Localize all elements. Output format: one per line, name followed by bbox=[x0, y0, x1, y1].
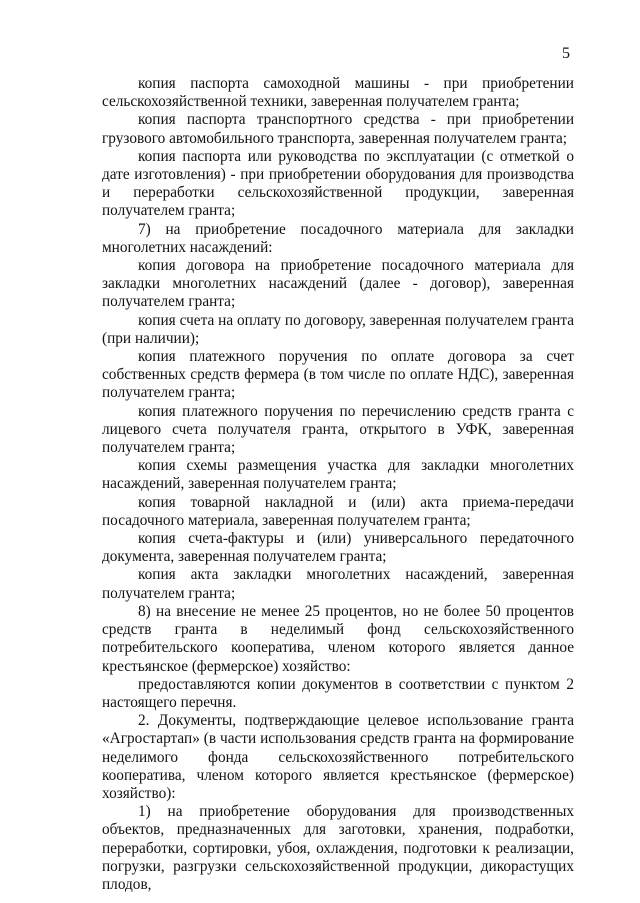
paragraph: копия паспорта или руководства по эксплуатации (с отметкой о дате изготовления) - при приобретении оборудования для производства и переработки сельскохозяйственной продукции, заверенная получателем гранта; bbox=[102, 147, 574, 220]
paragraph: копия схемы размещения участка для закладки многолетних насаждений, заверенная получателем гранта; bbox=[102, 457, 574, 493]
paragraph: копия акта закладки многолетних насаждений, заверенная получателем гранта; bbox=[102, 566, 574, 602]
paragraph: 8) на внесение не менее 25 процентов, но не более 50 процентов средств гранта в неделимый фонд сельскохозяйственного потребительского кооператива, членом которого является данное крестьянское (фермерское) хозяйство: bbox=[102, 602, 574, 675]
paragraph: 1) на приобретение оборудования для производственных объектов, предназначенных для заготовки, хранения, подработки, переработки, сортировки, убоя, охлаждения, подготовки к реализации, погрузки, разгрузки сельскохозяйственной продукции, дикорастущих плодов, bbox=[102, 803, 574, 893]
paragraph: копия паспорта самоходной машины - при приобретении сельскохозяйственной техники, заверенная получателем гранта; bbox=[102, 75, 574, 111]
paragraph: копия счета на оплату по договору, заверенная получателем гранта (при наличии); bbox=[102, 311, 574, 347]
paragraph: копия паспорта транспортного средства - при приобретении грузового автомобильного транспорта, заверенная получателем гранта; bbox=[102, 111, 574, 147]
paragraph: 2. Документы, подтверждающие целевое использование гранта «Агростартап» (в части использования средств гранта на формирование неделимого фонда сельскохозяйственного потребительского кооператива, членом которого является крестьянское (фермерское) хозяйство): bbox=[102, 712, 574, 802]
paragraph: копия счета-фактуры и (или) универсального передаточного документа, заверенная получателем гранта; bbox=[102, 530, 574, 566]
paragraph: копия договора на приобретение посадочного материала для закладки многолетних насаждений (далее - договор), заверенная получателем гранта; bbox=[102, 257, 574, 311]
paragraph: копия товарной накладной и (или) акта приема-передачи посадочного материала, заверенная получателем гранта; bbox=[102, 493, 574, 529]
document-body bbox=[102, 75, 574, 894]
paragraph: предоставляются копии документов в соответствии с пунктом 2 настоящего перечня. bbox=[102, 675, 574, 711]
paragraph: копия платежного поручения по перечислению средств гранта с лицевого счета получателя гранта, открытого в УФК, заверенная получателем гранта; bbox=[102, 402, 574, 457]
page-number: 5 bbox=[562, 45, 570, 62]
paragraph: 7) на приобретение посадочного материала для закладки многолетних насаждений: bbox=[102, 220, 574, 256]
paragraph: копия платежного поручения по оплате договора за счет собственных средств фермера (в том числе по оплате НДС), заверенная получателем гранта; bbox=[102, 348, 574, 402]
